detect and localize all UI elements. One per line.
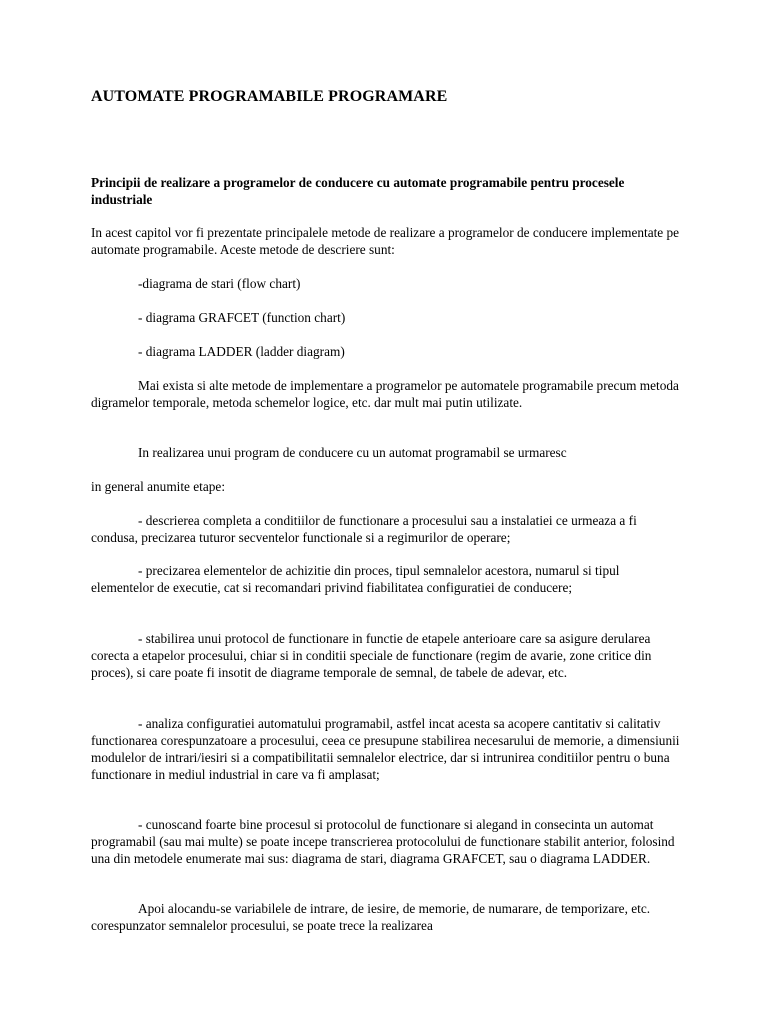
method-item-ladder: - diagrama LADDER (ladder diagram): [138, 344, 345, 359]
stages-intro-continuation: in general anumite etape:: [91, 479, 226, 494]
section-subtitle: Principii de realizare a programelor de conducere cu automate programabile pentru procesele industriale: [91, 175, 625, 207]
stage-item-description: - descrierea completa a conditiilor de functionare a procesului sau a instalatiei ce urmeaza a fi condusa, precizarea tuturor secventelor functionale si a regimurilor de operare;: [91, 513, 637, 545]
stage-item-configuration: - analiza configuratiei automatului programabil, astfel incat acesta sa acopere cantitativ si calitativ functionarea corespunzatoare a procesului, ceea ce presupune stabilirea necesarului de memorie, a dimensiunii modulelor de intrari/iesiri si a compatibilitatii semnalelor electrice, dar si intrunirea conditiilor pentru o buna functionare in mediul industrial in care va fi amplasat;: [91, 716, 680, 782]
stage-item-acquisition: - precizarea elementelor de achizitie din proces, tipul semnalelor acestora, numarul si tipul elementelor de executie, cat si recomandari privind fiabilitatea configuratiei de conducere;: [91, 563, 620, 595]
stage-item-transcription: - cunoscand foarte bine procesul si protocolul de functionare si alegand in consecinta un automat programabil (sau mai multe) se poate incepe transcrierea protocolului de functionare stabilit anterior, folosind una din metodele enumerate mai sus: diagrama de stari, diagrama GRAFCET, sau o diagrama LADDER.: [91, 817, 675, 866]
method-item-flow-chart: -diagrama de stari (flow chart): [138, 276, 301, 291]
other-methods-paragraph: Mai exista si alte metode de implementare a programelor pe automatele programabile precum metoda digramelor temporale, metoda schemelor logice, etc. dar mult mai putin utilizate.: [91, 378, 679, 410]
stage-item-protocol: - stabilirea unui protocol de functionare in functie de etapele anterioare care sa asigure derularea corecta a etapelor procesului, chiar si in conditii speciale de functionare (regim de avarie, zone critice din proces), si care poate fi insotit de diagrame temporale de semnal, de tabele de adevar, etc.: [91, 631, 652, 680]
closing-paragraph: Apoi alocandu-se variabilele de intrare, de iesire, de memorie, de numarare, de temporizare, etc. corespunzator semnalelor procesului, se poate trece la realizarea: [91, 901, 651, 933]
stages-intro-line: In realizarea unui program de conducere cu un automat programabil se urmaresc: [138, 445, 567, 460]
method-item-grafcet: - diagrama GRAFCET (function chart): [138, 310, 346, 325]
intro-paragraph: In acest capitol vor fi prezentate principalele metode de realizare a programelor de conducere implementate pe automate programabile. Aceste metode de descriere sunt:: [91, 225, 680, 257]
document-title: AUTOMATE PROGRAMABILE PROGRAMARE: [91, 88, 448, 105]
